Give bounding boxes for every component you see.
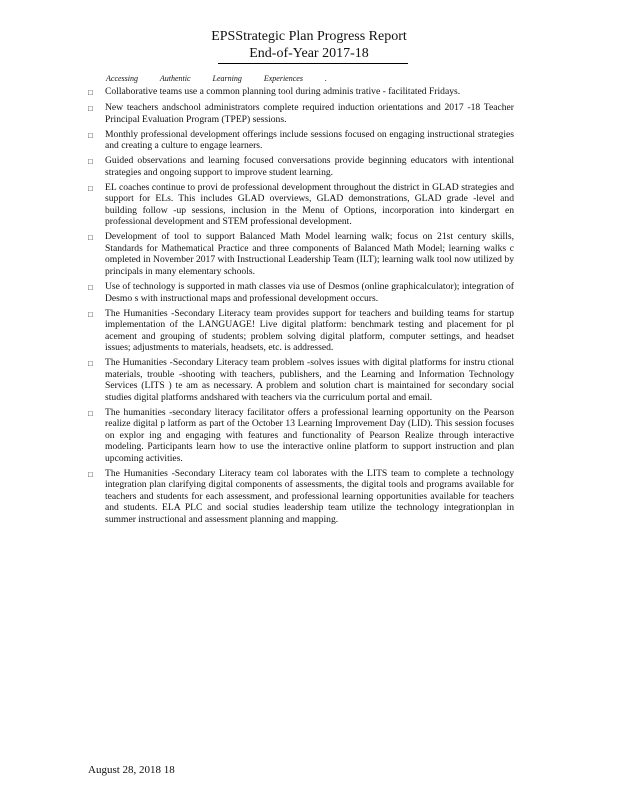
checkbox-bullet-icon: □ — [88, 283, 93, 293]
checkbox-bullet-icon: □ — [88, 233, 93, 243]
list-item — [88, 182, 514, 228]
list-item-text: The humanities -secondary literacy facilitator offers a professional learning opportunity on the Pearson realize digital p latform as part of the October 13 Learning Improvement Day (LID). This session focuses on explor ing and engaging with features and functionality of Pearson Realize through interactive modeling. Participants learn how to use the interactive online platform to support instruction and plan upcoming activities. — [105, 406, 514, 464]
list-item — [88, 86, 514, 99]
list-item-text: New teachers andschool administrators complete required induction orientations and 2017 -18 Teacher Principal Evaluation Program (TPEP) sessions. — [105, 102, 514, 125]
list-item — [88, 155, 514, 178]
checkbox-bullet-icon: □ — [88, 183, 93, 193]
checkbox-bullet-icon: □ — [88, 359, 93, 369]
list-item-text: Development of tool to support Balanced Math Model learning walk; focus on 21st century skills, Standards for Mathematical Practice and three components of Balanced Math Model; learning walks c ompleted in November 2017 with Instructional Leadership Team (ILT); learning walk tool now utilized by principals in many elementary schools. — [105, 231, 514, 277]
list-item-text: Use of technology is supported in math classes via use of Desmos (online graphicalculator); integration of Desmo s with instructional maps and professional development occurs. — [105, 281, 514, 304]
section-subheading: Accessing Authentic Learning Experiences . — [106, 74, 327, 83]
list-item-text: Collaborative teams use a common planning tool during adminis trative - facilitated Fridays. — [105, 86, 461, 97]
title-underline — [218, 63, 408, 64]
title-line-1: EPSStrategic Plan Progress Report — [211, 29, 407, 44]
checkbox-bullet-icon: □ — [88, 469, 93, 479]
checkbox-bullet-icon: □ — [88, 309, 93, 319]
checkbox-bullet-icon: □ — [88, 88, 93, 97]
checkbox-bullet-icon: □ — [88, 130, 93, 140]
list-item — [88, 129, 514, 152]
page-footer-date: August 28, 2018 18 — [88, 764, 175, 776]
document-title — [0, 28, 618, 62]
list-item — [88, 468, 514, 526]
list-item-text: EL coaches continue to provi de professional development throughout the district in GLAD strategies and support for ELs. This includes GLAD overviews, GLAD demonstrations, GLAD grade -level and building follow -up sessions, inclusion in the Menu of Options, incorporation into kindergart en professional development and STEM professional development. — [105, 181, 514, 228]
checkbox-bullet-icon: □ — [88, 157, 93, 167]
progress-list — [88, 86, 514, 529]
checkbox-bullet-icon: □ — [88, 408, 93, 418]
list-item — [88, 231, 514, 277]
list-item-text: The Humanities -Secondary Literacy team problem -solves issues with digital platforms for instru ctional materials, trouble -shooting with teachers, publishers, and the Learning and Information Technology Services (LITS ) te am as necessary. A problem and solution chart is maintained for secondary social studies digital platforms andshared with teachers via the curriculum portal and email. — [105, 357, 514, 403]
list-item — [88, 102, 514, 125]
list-item-text: The Humanities -Secondary Literacy team col laborates with the LITS team to complete a technology integration plan clarifying digital components of assessments, the digital tools and programs available for teachers and students for each assessment, and professional learning opportunities available for teachers and students. ELA PLC and social studies leadership team utilize the technology integrationplan in summer instructional and assessment planning and mapping. — [105, 467, 514, 525]
list-item-text: The Humanities -Secondary Literacy team provides support for teachers and building teams for startup implementation of the LANGUAGE! Live digital platform: benchmark testing and placement for pl acement and grouping of students; problem solving digital platform, computer settings, and headset issues; adjustments to materials, headsets, etc. is addressed. — [105, 307, 514, 354]
list-item-text: Monthly professional development offerings include sessions focused on engaging instructional strategies and creating a culture to engage learners. — [105, 128, 514, 152]
list-item — [88, 308, 514, 354]
checkbox-bullet-icon: □ — [88, 104, 93, 114]
list-item — [88, 407, 514, 465]
list-item — [88, 281, 514, 304]
title-line-2: End-of-Year 2017-18 — [249, 46, 369, 61]
list-item — [88, 357, 514, 403]
list-item-text: Guided observations and learning focused conversations provide beginning educators with intentional strategies and ongoing support to improve student learning. — [105, 155, 514, 178]
